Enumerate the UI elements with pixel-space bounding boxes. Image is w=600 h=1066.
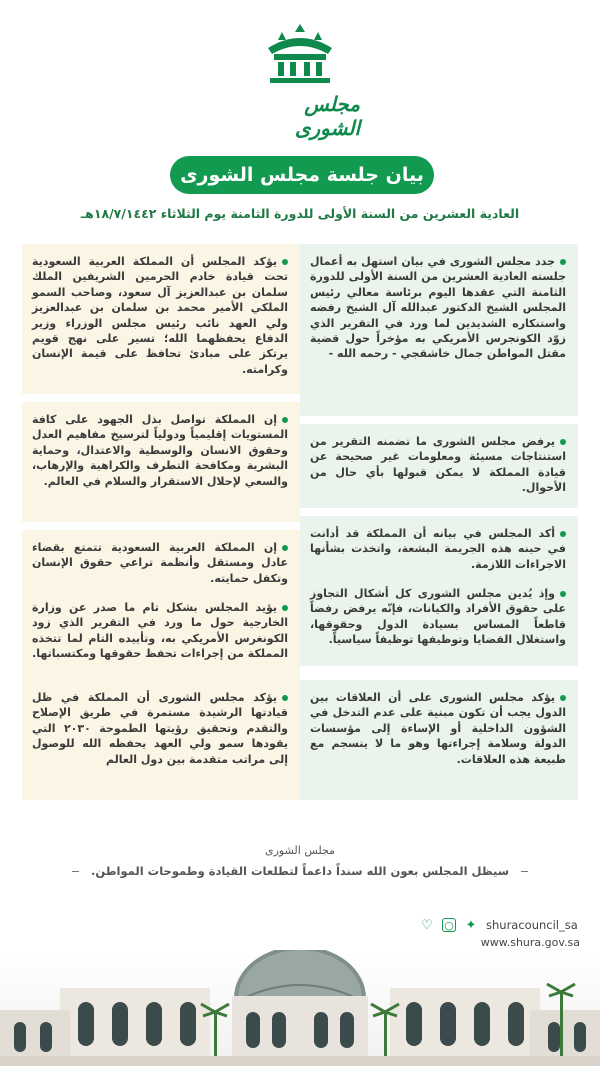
statement-text: يرفض مجلس الشورى ما تضمنه التقرير من استنتاجات مسيئة ومعلومات غير صحيحة عن قيادة المملكة لا يمكن قبولها بأي حال من الأحوال.: [310, 435, 566, 495]
bullet-icon: [560, 259, 566, 265]
bullet-icon: [282, 259, 288, 265]
council-logo: [240, 22, 360, 140]
statement-text: إن المملكة العربية السعودية تتمتع بقضاء عادل ومستقل وأنظمة تراعي حقوق الإنسان وتكفل حمايته.: [32, 541, 288, 585]
instagram-icon[interactable]: ○: [442, 918, 456, 932]
logo-text: مجلس الشورى: [294, 92, 360, 140]
statement-card: [22, 590, 300, 680]
statement-text: إن المملكة تواصل بذل الجهود على كافة المستويات إقليمياً ودولياً لترسيخ مفاهيم العدل وحقوق الانسان والوسطية والاعتدال، وحماية البشرية ومكافحة التطرف والكراهية والإرهاب، والسعي لإحلال الاستقرار والسلام في العالم.: [32, 413, 288, 488]
social-handle[interactable]: shuracouncil_sa: [486, 918, 578, 932]
snapchat-icon[interactable]: ♡: [421, 917, 433, 933]
bullet-icon: [282, 605, 288, 611]
twitter-icon[interactable]: ✦: [465, 917, 477, 933]
council-emblem-icon: [260, 22, 340, 86]
statement-text: يؤيد المجلس بشكل تام ما صدر عن وزارة الخارجية حول ما ورد في التقرير الذي زود الكونغرس الأمريكي به، وتأييده التام لما تتخذه المملكة من إجراءات تحفظ حقوقها ومكتسباتها.: [32, 601, 288, 661]
building-illustration: [0, 950, 600, 1066]
statement-card: [22, 244, 300, 394]
statement-card: [300, 680, 578, 800]
social-row: [420, 918, 580, 932]
statement-card: [300, 576, 578, 666]
statement-card: [300, 244, 578, 416]
bullet-icon: [560, 695, 566, 701]
statement-text: يؤكد مجلس الشورى أن المملكة في ظل قيادتها الرشيدة مستمرة في طريق الإصلاح والتقدم وتحقيق رؤيتها الطموحة ٢٠٣٠ التي يقودها سمو ولي العهد يحفظه الله للوصول إلى مراتب متقدمة بين دول العالم: [32, 691, 288, 766]
statement-text: جدد مجلس الشورى في بيان استهل به أعمال جلسته العادية العشرين من السنة الأولى للدورة الثامنة التي عقدها اليوم برئاسة معالي رئيس المجلس الشيخ الدكتور عبدالله آل الشيخ رفضه واستنكاره الشديدين لما ورد في التقرير الذي زوّد الكونجرس الأمريكي به مؤخراً حول قضية مقتل المواطن جمال خاشقجي - رحمه الله -: [310, 255, 566, 361]
closing-text: سيظل المجلس بعون الله سنداً داعماً لتطلعات القيادة وطموحات المواطن.: [90, 864, 510, 878]
session-subtitle: العادية العشرين من السنة الأولى للدورة الثامنة يوم الثلاثاء ١٨/٧/١٤٤٢هـ: [80, 206, 520, 221]
statement-card: [22, 530, 300, 590]
statement-card: [22, 402, 300, 522]
closing-org: مجلس الشورى: [265, 844, 335, 857]
statement-text: يؤكد مجلس الشورى على أن العلاقات بين الدول يجب أن تكون مبنية على عدم التدخل في الشؤون الداخلية أو الإساءة إلى مؤسسات الدولة وسلامة إجراءتها وهو ما لا ينسجم مع طبيعة هذه العلاقات.: [310, 691, 566, 766]
statement-text: وإذ يُدين مجلس الشورى كل أشكال التجاوز على حقوق الأفراد والكيانات، فإنّه يرفض رفضاً قاطعاً المساس بسيادة الدول وحقوقها، واستغلال القضايا وتوظيفها توظيفاً سياسياً.: [310, 587, 566, 647]
divider: [521, 871, 528, 872]
bullet-icon: [560, 591, 566, 597]
closing-statement: [60, 862, 540, 880]
page-title: بيان جلسة مجلس الشورى: [170, 156, 434, 194]
bullet-icon: [282, 545, 288, 551]
bullet-icon: [560, 439, 566, 445]
statement-card: [300, 424, 578, 508]
bullet-icon: [282, 695, 288, 701]
statement-card: [22, 680, 300, 800]
statement-text: أكد المجلس في بيانه أن المملكة قد أدانت في حينه هذه الجريمة البشعة، واتخذت بشأنها الاجراءات اللازمة.: [310, 527, 566, 571]
divider: [72, 871, 79, 872]
bullet-icon: [282, 417, 288, 423]
bullet-icon: [560, 531, 566, 537]
website-link[interactable]: www.shura.gov.sa: [480, 936, 580, 949]
statement-text: يؤكد المجلس أن المملكة العربية السعودية تحت قيادة خادم الحرمين الشريفين الملك سلمان بن عبدالعزيز آل سعود، وصاحب السمو الملكي الأمير محمد بن سلمان بن عبدالعزيز ولي العهد نائب رئيس مجلس الوزراء وزير الدفاع يحفظهما الله؛ تسير على نهج قويم يرتكز على مبادئ تحافظ على قيمة الإنسان وكرامته.: [32, 255, 288, 376]
statement-card: [300, 516, 578, 584]
